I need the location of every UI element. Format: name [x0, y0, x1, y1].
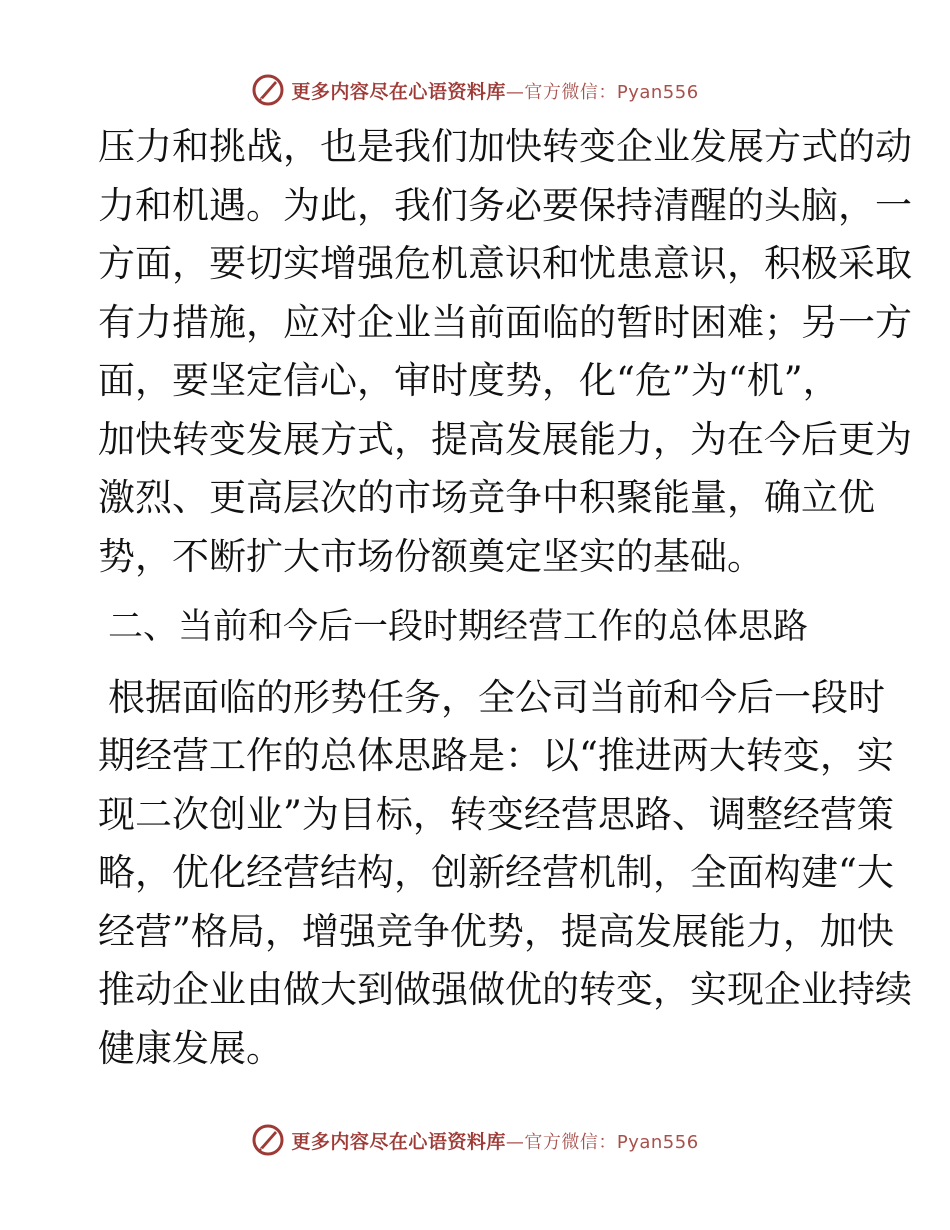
document-body [98, 118, 912, 1078]
header-brand-text: 更多内容尽在心语资料库 [291, 80, 506, 103]
paragraph-line: 势，不断扩大市场份额奠定坚实的基础。 [98, 534, 764, 578]
paragraph-1 [98, 118, 912, 586]
paragraph-line: 有力措施，应对企业当前面临的暂时困难；另一方 [98, 300, 912, 344]
footer-brand-text: 更多内容尽在心语资料库 [291, 1130, 506, 1153]
paragraph-line: 方面，要切实增强危机意识和忧患意识，积极采取 [98, 242, 912, 285]
header-wechat-text: —官方微信：Pyan556 [505, 81, 699, 103]
paragraph-line: 推动企业由做大到做强做优的转变，实现企业持续 [98, 968, 912, 1011]
header-banner-text [291, 77, 698, 104]
paragraph-line: 面，要坚定信心，审时度势，化“危”为“机”， [98, 359, 840, 402]
paragraph-line: 经营”格局，增强竞争优势，提高发展能力，加快 [98, 909, 894, 953]
footer-banner-text [291, 1127, 698, 1154]
paragraph-line: 健康发展。 [98, 1026, 283, 1070]
footer-wechat-text: —官方微信：Pyan556 [505, 1131, 699, 1153]
header-banner [0, 70, 950, 110]
paragraph-gap [98, 657, 858, 669]
paragraph-line: 力和机遇。为此，我们务必要保持清醒的头脑，一 [98, 183, 912, 227]
quill-seal-icon [251, 1123, 285, 1157]
paragraph-line: 根据面临的形势任务，全公司当前和今后一段时 [108, 675, 885, 719]
paragraph-line: 加快转变发展方式，提高发展能力，为在今后更为 [98, 417, 912, 461]
paragraph-line: 期经营工作的总体思路是：以“推进两大转变，实 [98, 734, 894, 777]
paragraph-2 [98, 669, 912, 1079]
quill-seal-icon [251, 73, 285, 107]
paragraph-gap [98, 586, 858, 598]
paragraph-line: 压力和挑战，也是我们加快转变企业发展方式的动 [98, 125, 912, 168]
paragraph-line: 现二次创业”为目标，转变经营思路、调整经营策 [98, 792, 894, 836]
paragraph-line: 略，优化经营结构，创新经营机制，全面构建“大 [98, 851, 894, 894]
footer-banner [0, 1120, 950, 1160]
paragraph-line: 激烈、更高层次的市场竞争中积聚能量，确立优 [98, 476, 875, 519]
section-heading: 二、当前和今后一段时期经营工作的总体思路 [108, 607, 809, 647]
